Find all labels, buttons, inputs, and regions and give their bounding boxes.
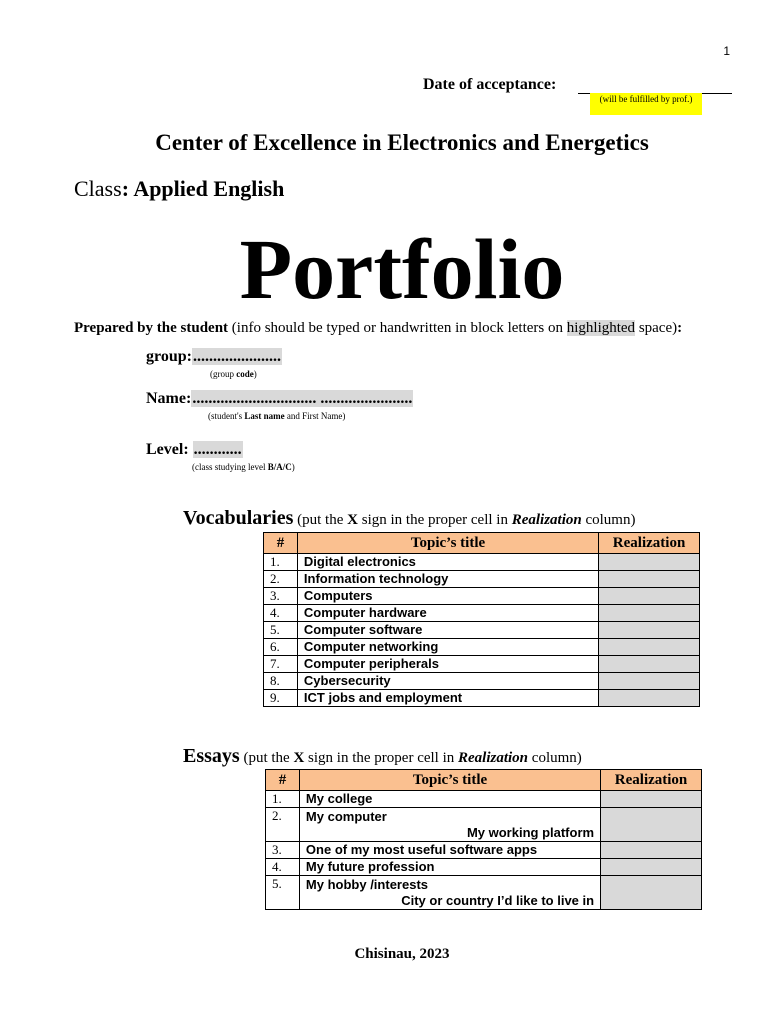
- essays-table: [265, 769, 702, 910]
- highlighted-word: highlighted: [566, 320, 636, 336]
- row-number: 8.: [264, 673, 298, 690]
- row-number: 7.: [264, 656, 298, 673]
- level-note: [192, 462, 295, 472]
- group-note-end: ): [253, 369, 257, 379]
- row-number: 2.: [266, 808, 300, 842]
- group-field: [146, 348, 282, 366]
- group-note-text: (group: [210, 369, 237, 379]
- row-number: 4.: [266, 859, 300, 876]
- group-label: group:: [146, 348, 192, 365]
- realization-cell[interactable]: [599, 605, 700, 622]
- table-row: [264, 622, 700, 639]
- row-topic: Computers: [297, 588, 598, 605]
- vocabularies-note-start: (put the: [297, 512, 344, 528]
- row-topic: Computer peripherals: [297, 656, 598, 673]
- realization-cell[interactable]: [599, 571, 700, 588]
- essays-header-row: [266, 770, 702, 791]
- row-topic: My college: [299, 791, 600, 808]
- group-note-bold: code: [236, 369, 254, 379]
- row-topic: Cybersecurity: [297, 673, 598, 690]
- row-number: 9.: [264, 690, 298, 707]
- column-header-number: #: [264, 533, 298, 554]
- row-topic: Digital electronics: [297, 554, 598, 571]
- vocabularies-x-sign: X: [347, 512, 358, 528]
- realization-cell[interactable]: [599, 554, 700, 571]
- row-topic: My computer: [305, 808, 387, 824]
- table-row: [264, 690, 700, 707]
- row-topic: Computer software: [297, 622, 598, 639]
- realization-cell[interactable]: [599, 656, 700, 673]
- name-note-text: (student's: [208, 411, 245, 421]
- table-row: [264, 605, 700, 622]
- column-header-number: #: [266, 770, 300, 791]
- table-row: [266, 859, 702, 876]
- level-note-text: (class studying level: [192, 462, 268, 472]
- class-value: Applied English: [133, 176, 285, 201]
- row-topic: Computer networking: [297, 639, 598, 656]
- column-header-topic: Topic’s title: [297, 533, 598, 554]
- prepared-by-note-end: space): [638, 320, 678, 336]
- essays-note-start: (put the: [243, 750, 290, 766]
- level-input[interactable]: ............: [193, 441, 242, 458]
- realization-cell[interactable]: [599, 690, 700, 707]
- realization-cell[interactable]: [601, 859, 702, 876]
- page-number: 1: [723, 44, 730, 58]
- vocabularies-table: [263, 532, 700, 707]
- group-note: [210, 369, 257, 379]
- prepared-by-label: Prepared by the student: [74, 320, 229, 336]
- row-number: 4.: [264, 605, 298, 622]
- row-topic-cell: [299, 876, 600, 910]
- name-note: [208, 411, 345, 421]
- essays-note-end: column): [531, 750, 582, 766]
- class-label: Class: [74, 176, 122, 201]
- level-label: Level:: [146, 441, 189, 458]
- table-row: [266, 876, 702, 910]
- row-number: 5.: [266, 876, 300, 910]
- row-subtopic: City or country I’d like to live in: [401, 892, 595, 908]
- row-topic: My hobby /interests: [305, 876, 428, 892]
- realization-cell[interactable]: [599, 639, 700, 656]
- table-row: [264, 571, 700, 588]
- row-topic-cell: [299, 808, 600, 842]
- realization-cell[interactable]: [601, 876, 702, 910]
- vocabularies-realization-word: Realization: [511, 512, 582, 528]
- row-topic: My future profession: [299, 859, 600, 876]
- column-header-realization: Realization: [599, 533, 700, 554]
- essays-note-mid: sign in the proper cell in: [308, 750, 455, 766]
- table-row: [264, 673, 700, 690]
- row-number: 3.: [266, 842, 300, 859]
- realization-cell[interactable]: [599, 622, 700, 639]
- vocabularies-header-row: [264, 533, 700, 554]
- row-topic: Computer hardware: [297, 605, 598, 622]
- vocabularies-heading: [183, 507, 635, 530]
- column-header-realization: Realization: [601, 770, 702, 791]
- table-row: [266, 808, 702, 842]
- row-topic: ICT jobs and employment: [297, 690, 598, 707]
- vocabularies-note-mid: sign in the proper cell in: [361, 512, 508, 528]
- essays-x-sign: X: [293, 750, 305, 766]
- table-row: [264, 588, 700, 605]
- vocabularies-title: Vocabularies: [183, 507, 294, 529]
- essays-realization-word: Realization: [458, 750, 529, 766]
- name-input[interactable]: ............................... .......................: [192, 390, 413, 407]
- row-number: 3.: [264, 588, 298, 605]
- essays-title: Essays: [183, 745, 240, 767]
- level-note-end: ): [291, 462, 295, 472]
- table-row: [264, 639, 700, 656]
- name-note-end: and First Name): [284, 411, 346, 421]
- level-note-bold: B/A/C: [267, 462, 292, 472]
- vocabularies-note-end: column): [585, 512, 636, 528]
- realization-cell[interactable]: [601, 791, 702, 808]
- row-number: 5.: [264, 622, 298, 639]
- name-note-bold: Last name: [244, 411, 285, 421]
- portfolio-title: Portfolio: [239, 221, 565, 317]
- row-number: 6.: [264, 639, 298, 656]
- level-field: [146, 441, 243, 459]
- realization-cell[interactable]: [599, 673, 700, 690]
- group-input[interactable]: ......................: [192, 348, 281, 365]
- essays-heading: [183, 745, 582, 768]
- realization-cell[interactable]: [601, 808, 702, 842]
- prepared-by-colon: :: [677, 320, 683, 336]
- prepared-by-line: [74, 320, 682, 337]
- row-topic: Information technology: [297, 571, 598, 588]
- table-row: [266, 791, 702, 808]
- table-row: [264, 656, 700, 673]
- date-of-acceptance-label: Date of acceptance:: [423, 76, 557, 93]
- center-title: Center of Excellence in Electronics and Energetics: [155, 130, 649, 155]
- realization-cell[interactable]: [599, 588, 700, 605]
- footer-location-year: Chisinau, 2023: [354, 946, 450, 962]
- class-line: Class: Applied English: [74, 176, 285, 201]
- row-topic: One of my most useful software apps: [299, 842, 600, 859]
- date-of-acceptance-note: (will be fulfilled by prof.): [590, 93, 702, 115]
- column-header-topic: Topic’s title: [299, 770, 600, 791]
- realization-cell[interactable]: [601, 842, 702, 859]
- row-number: 2.: [264, 571, 298, 588]
- prepared-by-note-start: (info should be typed or handwritten in block letters on: [231, 320, 563, 336]
- table-row: [266, 842, 702, 859]
- row-number: 1.: [264, 554, 298, 571]
- row-subtopic: My working platform: [466, 824, 595, 840]
- name-field: [146, 390, 413, 408]
- table-row: [264, 554, 700, 571]
- name-label: Name:: [146, 390, 192, 407]
- row-number: 1.: [266, 791, 300, 808]
